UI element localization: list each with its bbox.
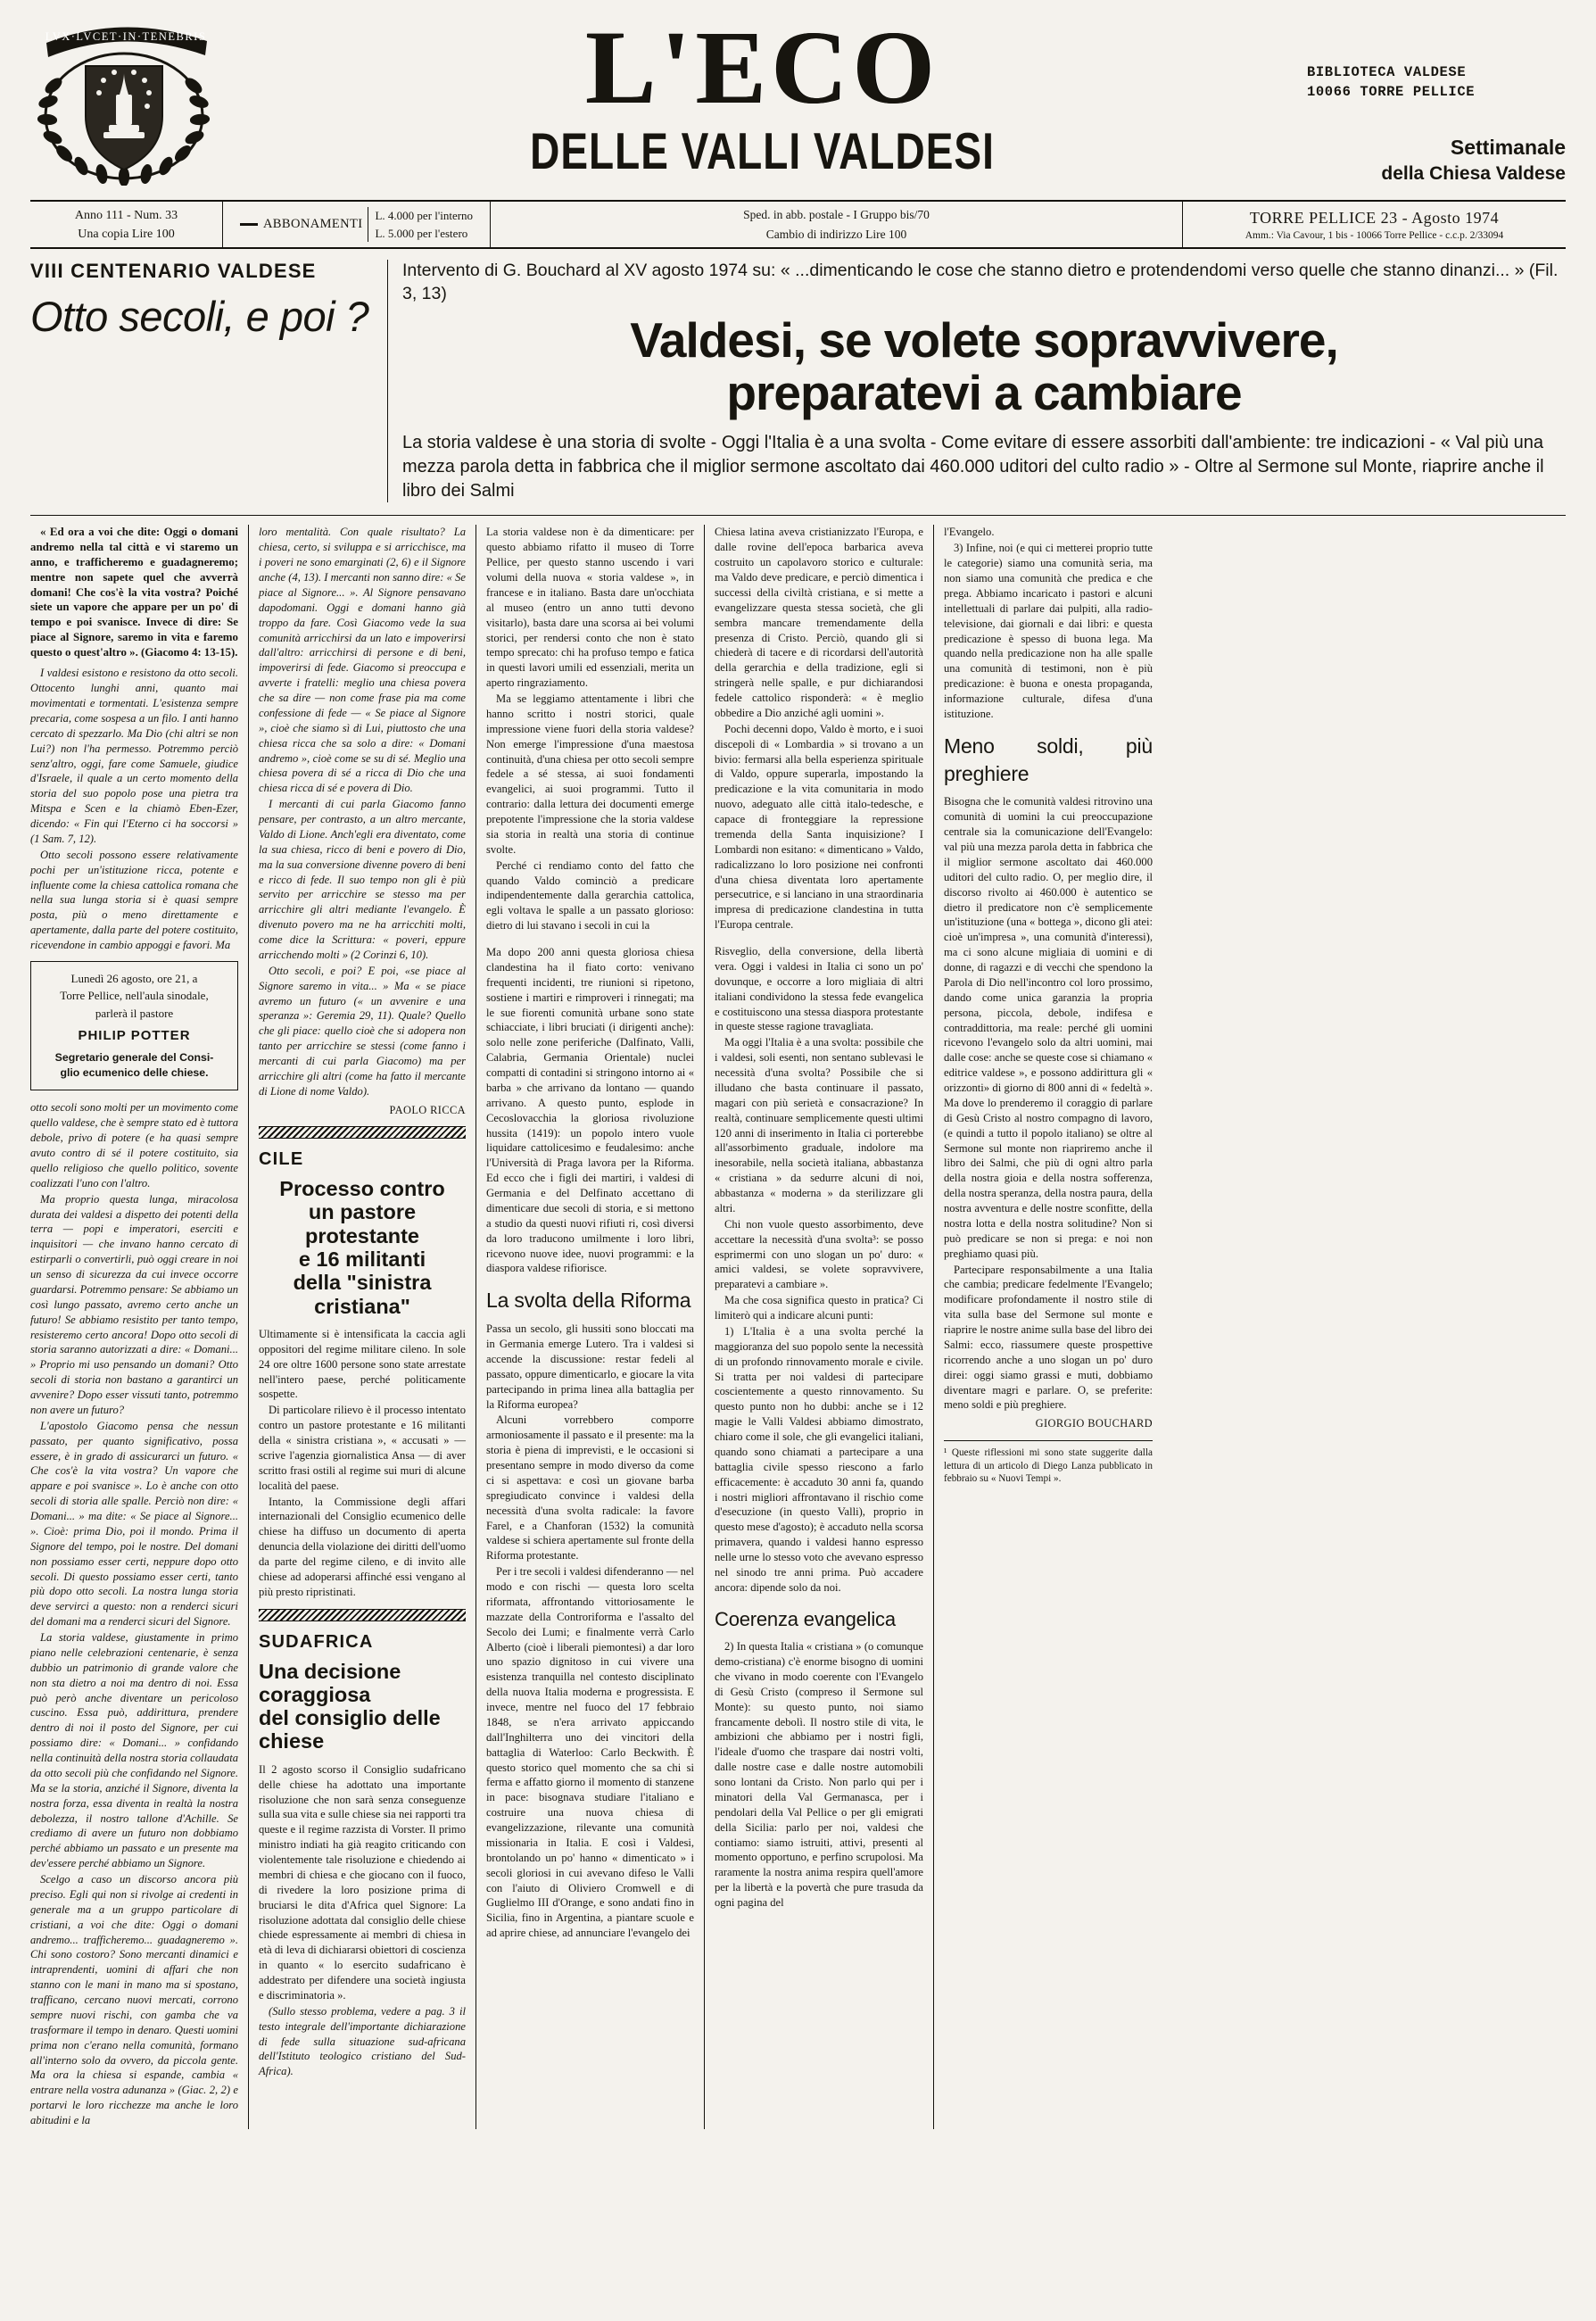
paragraph: Partecipare responsabilmente a una Italia che cambia; predicare fedelmente l'Evangelo; modificare profondamente il nostro stile di vita sulla base del Sermone sul monte e riaprire le nostre anime sulla base del libro dei Salmi: ecco, riassumere queste prospettive ricorrendo anche a uno slogan un po' duro direi: oggi siamo grassi e muti, dobbiamo diventare magri e parlare. O, se preferite: meno soldi e più preghiere.	[944, 1263, 1153, 1412]
paragraph: Il 2 agosto scorso il Consiglio sudafricano delle chiese ha adottato una importante risoluzione che non sarà senza conseguenze sulla sua vita e sulle chiese sia nei rapporti tra queste e il regime razzista di Vorster. Il primo ministro indiati ha già reagito criticando con violentemente tale risoluzione e chiedendo ai membri di chiesa e che giocano con il fuoco, di rivedere la loro posizione prima di bruciarsi le dita d'Africa quel Signore: La risoluzione adottata dal consiglio delle chiese chiede espressamente ai membri di chiesa in età di leva di dichiararsi obiettori di coscienza in quanto « lo esercito sudafricano è addestrato per difendere una società ingiusta e discriminatoria ».	[259, 1762, 466, 2002]
paper-title: L'ECO	[584, 9, 940, 126]
place-date-block	[1182, 202, 1566, 247]
paragraph: I valdesi esistono e resistono da otto secoli. Ottocento lunghi anni, quanto mai movimentati e tormentati. L'esistenza sempre precaria, come sospesa a un filo. I anti hanno cercato di spezzarlo. Ma Dio (chi altri se non Lui?) non l'ha permesso. Potremmo perciò senz'altro, oggi, fare come Samuele, giudice d'Israele, il quale a un certo momento della storia del suo popolo pose una pietra tra Mitspa e Scen e la chiamò Eben-Ezer, dicendo: « Fin qui l'Eterno ci ha soccorsi » (1 Sam. 7, 12).	[30, 667, 238, 845]
sudafrica-title-line1: Una decisione coraggiosa	[259, 1659, 401, 1706]
cile-title-line2: un pastore protestante	[305, 1200, 419, 1248]
sudafrica-article-title	[259, 1660, 466, 1753]
paper-subtitle: DELLE VALLI VALDESI	[530, 120, 995, 179]
postal-line2: Cambio di indirizzo Lire 100	[765, 227, 907, 241]
left-article-title: Otto secoli, e poi ?	[30, 293, 369, 340]
paragraph: L'apostolo Giacomo pensa che nessun passato, per quanto significativo, possa essere, è in grado di assicurarci un futuro. « Che cos'è la vita vostra? Un vapore che appare e poi svanisce ». Lo è anche con otto secoli di storia alle spalle. Perciò non dire: « Domani... » ma dite: « Se piace al Signore... ». Cioè: prima Dio, poi il mondo. Prima il Signore del tempo, poi le nostre. Del domani non possiamo esser certi, neppure dopo otto secoli. Di questo possiamo esser certi, tanto più dopo otto secoli. La nostra lunga storia deve servirci a questo: non a renderci sicuri del domani ma a renderci sicuri del Signore.	[30, 1419, 238, 1629]
column-3	[486, 525, 694, 2128]
headline-line1: Valdesi, se volete sopravvivere,	[630, 312, 1338, 369]
subscription-domestic: L. 4.000 per l'interno	[375, 209, 474, 222]
subscription-foreign: L. 5.000 per l'estero	[375, 226, 468, 240]
paragraph: l'Evangelo.	[944, 526, 995, 539]
subsection-coerenza-evangelica: Coerenza evangelica	[715, 1607, 896, 1630]
subsection-svolta-riforma: La svolta della Riforma	[486, 1289, 691, 1313]
announcement-role2: glio ecumenico delle chiese.	[60, 1066, 209, 1080]
issue-number-block	[30, 202, 222, 247]
paragraph: Pochi decenni dopo, Valdo è morto, e i suoi discepoli di « Lombardia » si trovano a un bivio: fermarsi alla bella esperienza spirituale di Valdo, oppure superarla, impostando la predicazione e la vita comunitaria in modo nuovo, adeguato alle città italo-tedesche, e capace di fronteggiare la repressione tremenda della Santa inquisizione? I Lombardi non esitano: « dimenticano » Valdo, radicalizzano lo loro posizione nei confronti d'una chiesa diventata loro apertamente persecutrice, e si lanciano in una straordinaria impresa di predicazione clandestina in tutta l'Europa centrale.	[715, 722, 923, 932]
headline-line2: preparatevi a cambiare	[726, 364, 1242, 420]
paragraph: 1) L'Italia è a una svolta perché la maggioranza del suo popolo sente la necessità di un profondo rinnovamento morale e civile. Si tratta per noi valdesi di partecipare coscientemente a questo rinnovamento. Su questo punto non ho dubbi: anche se i 12 magie le Valli Valdesi abbiamo dimostrato, chiaro come il sole, che gli evangelici italiani, quando sono chiamati a partecipare a una battaglia civile spesso riescono a farlo efficacemente: è accaduto 30 anni fa, quando i nostri migliori affrontavano il rischio come d'esecuzione (in questo Valli), proprio in questo mese d'agosto); è accaduto nella scorsa primavera, quando i valdesi hanno espresso nelle urne lo stesso voto che avevano espresso nel sinodo tre anni prima. Può accadere ancora: dipende solo da noi.	[715, 1324, 923, 1594]
paragraph: Ma oggi l'Italia è a una svolta: possibile che i valdesi, soli esenti, non sentano sublevasi le necessità d'una svolta? Possibile che si illudano che basta continuare il passato, magari con più serietà e consacrazione? In realtà, continuare semplicemente questi ultimi 120 anni di inserimento in Italia ci porterebbe all'assorbimento graduale, indolore ma inesorabile, nella società italiana, abbastanza « cristiana » da sedurre alcuni di noi, abbastanza « moderna » da sterilizzare gli altri.	[715, 1036, 923, 1214]
centenary-kicker: VIII CENTENARIO VALDESE	[30, 260, 317, 282]
lead-article-subhead: La storia valdese è una storia di svolte - Oggi l'Italia è a una svolta - Come evitare di essere assorbiti dall'ambiente: tre indicazioni - « Val più una mezza parola detta in fabbrica che il miglior sermone ascoltato dai 460.000 uditori del culto radio » - Oltre al Sermone sul Monte, riaprire anche il libro dei Salmi	[402, 433, 1544, 501]
column-divider	[475, 525, 476, 2128]
subsection-meno-soldi: Meno soldi, più preghiere	[944, 734, 1153, 785]
announcement-speaker: PHILIP POTTER	[78, 1028, 191, 1044]
dash-mark-icon	[240, 223, 258, 226]
column-divider	[248, 525, 249, 2128]
paragraph: Ma dopo 200 anni questa gloriosa chiesa clandestina ha il fiato corto: venivano frequenti incidenti, tre riunioni si ripetono, sostiene i martiri e rimproveri i rinnegati; ma le sue fiorenti comunità urbane sono state schiacciate, i libri bruciati (i dirigenti anche): solo nelle zone periferiche (Dalfinato, Valli, Calabria, Germania Orientale) nuclei compatti di contadini si stringono intorno ai « barba » che arrivano da lontano — quando arrivano. A questo punto, esplode in Cecoslovacchia la gloriosa rivoluzione hussita (1419): un popolo intero vuole liquidare cattolicesimo e feudalesimo: anche l'Università di Praga lavora per la Riforma. Ed ecco che i figli dei martiri, i valdesi di Germania e del Delfinato accettano di dimenticare due secoli di storia, e si mettono a studio da questi nuovi rifiuti ri, così diversi da loro traducono umilmente i loro libri, ricevono nuove idee, nuovi programmi: e la diaspora valdese rifiorisce.	[486, 946, 694, 1275]
paragraph: loro mentalità. Con quale risultato? La chiesa, certo, si sviluppa e si arricchisce, ma i poveri ne sono emarginati (2, 6) e il Signore anche (4, 13). I mercanti non sanno dire: « Se piace al Signore... ». Al Signore pensavano dapodomani. Oggi e domani hanno già troppo da fare. Così Giacomo vede la sua comunità arricchirsi da un lato e impoverirsi dall'altro: arricchirsi di persone e di beni, impoverirsi di fede. Giacomo si preoccupa e avverte i fratelli: meglio una chiesa povera che sa dire — non come frase pia ma come confessione di fede — « Se piace al Signore », cioè che siamo sì di Lui, piuttosto che una chiesa ricca che sa solo a dire: « Domani andremo », cioè come se su di sé. Meglio una chiesa povera di sé a ricca di Dio che una chiesa ricca di sé e povera di Dio.	[259, 526, 466, 795]
admin-address: Amm.: Via Cavour, 1 bis - 10066 Torre Pellice - c.c.p. 2/33094	[1245, 229, 1504, 241]
paragraph: Ultimamente si è intensificata la caccia agli oppositori del regime militare cileno. In sole 24 ore oltre 1600 persone sono state arrestate nell'intero paese, perché politicamente sospette.	[259, 1327, 466, 1401]
paragraph: Chi non vuole questo assorbimento, deve accettare la necessità d'una svolta³: se posso esprimermi con uno slogan un po' duro: « amici valdesi, se volete sopravvivere, preparatevi a cambiare ».	[715, 1217, 923, 1291]
paragraph: Di particolare rilievo è il processo intentato contro un pastore protestante e 16 militanti della « sinistra cristiana », « accusati » — scrive l'agenzia giornalistica Ansa — di aver scritto frasi ostili al regime sui muri di alcune località del paese.	[259, 1404, 466, 1492]
front-page-headers	[30, 260, 1566, 502]
library-stamp-line2: 10066 TORRE PELLICE	[1307, 84, 1476, 101]
issue-info-bar	[30, 201, 1566, 249]
lead-article-headline	[402, 314, 1566, 419]
column-5	[944, 525, 1153, 2128]
column-2	[259, 525, 466, 2128]
postal-block	[490, 202, 1182, 247]
cile-title-line4: della "sinistra cristiana"	[293, 1271, 432, 1318]
byline-paolo-ricca: PAOLO RICCA	[389, 1103, 466, 1116]
column-divider	[704, 525, 705, 2128]
masthead-title-block	[218, 9, 1307, 179]
paragraph: Otto secoli possono essere relativamente pochi per un'istituzione ricca, potente e influente come la chiesa cattolica romana che nella sua lunga storia si è quasi sempre posta, più o meno direttamente e apertamente, dalla parte del potere costituito, ricevendone in cambio appoggi e favori. Ma	[30, 848, 238, 952]
announcement-line2: Torre Pellice, nell'aula sinodale,	[60, 989, 209, 1003]
paragraph: Chiesa latina aveva cristianizzato l'Europa, e dalle rovine dell'epoca barbarica aveva costruito un capolavoro storico e culturale: ma Valdo deve predicare, e perciò dimentica i successi della civiltà cristiana, e si mette a evangelizzare questa stessa società, che gli sembra mancare tremendamente della presenza di Cristo. Perciò, quando gli si chiederà di tacere e di ricordarsi dell'autorità della gerarchia e della tradizione, egli si stringerà nelle spalle, e pur dichiarandosi fedele cattolico risponderà: « è meglio obbedire a Dio anziché agli uomini ».	[715, 526, 923, 719]
paragraph: Per i tre secoli i valdesi difenderanno — nel modo e con rischi — questa loro scelta riformata, affrontando vittoriosamente le mazzate della Controriforma e l'assalto del Secolo dei Lumi; e finalmente verrà Carlo Alberto (cioè i liberali piemontesi) a dar loro uno spazio dignitoso in cui vivere una esistenza tranquilla nel contesto disciplinato della nuova Italia moderna e progressista. E invece, mentre nel fuoco del 17 febbraio 1848, se n'era arrivato appiccando dall'Inghilterra uno dei vincitori della battaglia di Waterloo: Carlo Beckwith. È questo storico quel momento che sa chi si ferma e affatto giorno il momento di stanzene in pace: bisognava studiare l'italiano e costruire una nuova chiesa di evangelizzazione, rilevante una comunità missionaria in Italia. E così i Valdesi, brontolando un po' hanno « dimenticato » i secoli gloriosi in cui avevano difeso le Valli con l'aiuto di Oliviero Cromwell e di Guglielmo III d'Orange, e sono andati fino in Sicilia, fino in Argentina, a piantare scuole e ad aprire chiese, ad annunciare l'evangelo dei	[486, 1565, 694, 1940]
decorative-divider	[259, 1126, 466, 1139]
article-columns	[30, 515, 1566, 2128]
place-and-date: TORRE PELLICE 23 - Agosto 1974	[1249, 208, 1500, 227]
paragraph: Risveglio, della conversione, della libertà vera. Oggi i valdesi in Italia ci sono un po' dovunque, e occorre a loro migliaia di altri italiani condividono la stessa fede evangelica e costituiscono una stessa diaspora protestante in queste stesse ragione travagliata.	[715, 945, 923, 1033]
paragraph: La storia valdese, giustamente in primo piano nelle celebrazioni centenarie, è senza dubbio un patrimonio di grande valore che non sta dietro a noi ma dentro di noi. Essa può però anche diventare un pericoloso cuscino. Essa può, addirittura, prendere dentro di noi il posto del Signore, per cui possiamo dire: « Domani... » confidando nella continuità della nostra storia collaudata da otto secoli più che confidando nel Signore. Ma se la storia, anziché il Signore, diventa la nostra forza, essa diventa in realtà la nostra debolezza, il nostro tallone d'Achille. Se crediamo di avere un futuro non dobbiamo perché abbiamo un passato e un presente ma dev'essere perché abbiamo un Signore.	[30, 1631, 238, 1870]
lead-article-kicker: Intervento di G. Bouchard al XV agosto 1974 su: « ...dimenticando le cose che stanno dietro e protendendomi verso quelle che stanno dinanzi... » (Fil. 3, 13)	[402, 261, 1559, 303]
paragraph: Bisogna che le comunità valdesi ritrovino una comunità di uomini la cui preoccupazione centrale sia la comunicazione dell'Evangelo: val più una mezza parola detta in fabbrica che il miglior sermone ascoltato dai 460.000 uditori del culto radio. O, per meglio dire, il discorso rivolto ai 460.000 è autentico se dietro il predicatore non c'è semplicemente un'istituzione (una « bottega », dicono gli atei: cioè un'impresa », una comunità d'interessi), ma ci sono alcune migliaia di uomini e di donne, di ragazzi e di vecchi che spendono la Parola di Dio nell'incontro col loro prossimo, dando come unica garanzia la propria persona, piccola, debole, indifesa e contraddittoria, ma reale: perché gli uomini ricevono l'evangelo solo da altri uomini, mai dalle cose: anche se queste cose si chiamano « editrice valdese », e possono addirittura gli « orizzonti» di giorno di 800 anni di « fedeltà ». Ma dove lo prenderemo il coraggio di parlare di Gesù Cristo al nostro compagno di lavoro, (e quindi a tutto il popolo italiano) se oltre al Sermone sul monte non riapriremo anche il libro dei Salmi, che più di ogni altro parla della nostra gioia e della nostra sofferenza, della nostra speranza, della nostra paura, della nostra avventura e delle nostre sconfitte, della nostra lotta e della nostra solitudine? Non si può predicare se non si prega: e noi non preghiamo quasi più.	[944, 795, 1153, 1260]
paragraph: 3) Infine, noi (e qui ci metterei proprio tutte le categorie) siamo una comunità seria, ma non siamo una comunità che predica e che prega. Abbiamo incaricato i pastori e alcuni intellettuali di parlare dai pulpiti, alla radio-televisione, dai giornali e dai libri: e questa predicazione è spesso di buona lega. Ma quando nella predicazione non ha alle spalle una comunità di testimoni, non è più predicazione: è buona e onesta propaganda, informazione culturale, difesa d'una istituzione.	[944, 542, 1153, 720]
announcement-role1: Segretario generale del Consi-	[54, 1050, 214, 1064]
valdese-crest-logo	[30, 16, 218, 186]
column-divider	[933, 525, 934, 2128]
paragraph: 2) In questa Italia « cristiana » (o comunque demo-cristiana) c'è enorme bisogno di uomini che vivano in modo coerente con l'Evangelo di Gesù Cristo (compreso il Sermone sul Monte): su questo punto, noi siamo francamente debolì. Il nostro stile di vita, le ambizioni che abbiamo per i nostri figli, l'ideale d'uomo che traspare dai nostri volti, dalle nostre case e dalle nostre automobili sono lontani da Cristo. Non parlo qui per i minatori della Val Germanasca, per i pendolari della Val Pellice o per gli emigrati della Sicilia: parlo per noi, valdesi che contiamo: siamo istruiti, attivi, presenti al momento opportuno, e perfino scrupolosi. Ma raramente la nostra anima respira quell'amore per la libertà e la povertà che pure trasuda da ogni pagina del	[715, 1640, 923, 1910]
issue-price: Una copia Lire 100	[78, 227, 175, 241]
masthead	[30, 9, 1566, 195]
paragraph: Perché ci rendiamo conto del fatto che quando Valdo cominciò a predicare indipendentemente dalla gerarchia cattolica, egli voltava le spalle a un passato glorioso: dietro di lui stavano i secoli in cui la	[486, 858, 694, 933]
section-heading-cile: CILE	[259, 1149, 304, 1170]
sudafrica-title-line2: del consiglio delle chiese	[259, 1706, 441, 1753]
lead-article-header	[387, 260, 1566, 502]
paragraph: Ma se leggiamo attentamente i libri che hanno scritto i nostri storici, quale impressione viene fuori della storia valdese? Non emerge l'impressione d'una maestosa continuità, d'una chiesa per otto secoli sempre fedele a sé stessa, ai suoi fondamenti evangelici, ai suoi programmi. Tutto il contrario: dalla lettura dei documenti emerge prepotente l'impressione che la storia valdese sia storia in realtà una storia di continue svolte.	[486, 692, 694, 856]
left-article-lead: « Ed ora a voi che dite: Oggi o domani andremo nella tal città e vi staremo un anno, e trafficheremo e guadagneremo; mentre non sapete quel che avverrà domani! Che cos'è la vita vostra? Poiché siete un vapore che appare per un po' di tempo e poi svanisce. Invece di dire: Se piace al Signore, saremo in vita e faremo questo o quest'altro ». (Giacomo 4: 13-15).	[30, 526, 238, 659]
postal-line1: Sped. in abb. postale - I Gruppo bis/70	[743, 207, 930, 221]
paragraph: Alcuni vorrebbero comporre armoniosamente il passato e il presente: ma la storia è piena di imprevisti, e le occasioni si presentano sempre in modo diverso da come ci si aspettava: e così un giovane barba spregiudicato convince i valdesi della necessità d'una svolta radicale: la favore Farel, e a Chanforan (1532) la comunità valdese si schiera apertamente sul fronte della Riforma protestante.	[486, 1413, 694, 1563]
cile-title-line1: Processo contro	[279, 1177, 445, 1201]
left-article-header	[30, 260, 387, 502]
announcement-box	[30, 961, 238, 1090]
footnote: ¹ Queste riflessioni mi sono state suggerite dalla lettura di un articolo di Diego Lanza pubblicato in febbraio su « Nuovi Tempi ».	[944, 1440, 1153, 1486]
byline-giorgio-bouchard: GIORGIO BOUCHARD	[1035, 1417, 1153, 1430]
section-heading-sudafrica: SUDAFRICA	[259, 1631, 374, 1652]
paragraph: Scelgo a caso un discorso ancora più preciso. Egli qui non si rivolge ai credenti in generale ma a un gruppo particolare di cristiani, a voi che dite: Oggi o domani andremo... trafficheremo... guadagneremo ». Chi sono costoro? Sono mercanti dinamici e intraprendenti, uomini di affari che non stanno con le mani in mano ma si spostano, trafficano, cercano nuovi mercati, corrono sempre nuovi rischi, con gamba che va trasformare il tempo in denaro. Questi uomini prima non c'erano nella comunità, formano all'interno solo da ovvero, da piccola gente. Ma ora la chiesa si espande, cambia « entrare nella vostra adunanza » (Giac. 2, 2) e portarvi le loro ricchezze ma anche le loro abitudini e la	[30, 1873, 238, 2126]
masthead-right-block	[1307, 16, 1566, 186]
paragraph: Ma che cosa significa questo in pratica? Ci limiterò qui a indicare alcuni punti:	[715, 1294, 923, 1322]
paragraph: (Sullo stesso problema, vedere a pag. 3 il testo integrale dell'importante dichiarazione di fede sulla situazione sud-africana dell'Istituto teologico cristiano del Sud-Africa).	[259, 2004, 466, 2078]
column-1	[30, 525, 238, 2128]
library-stamp-line1: BIBLIOTECA VALDESE	[1307, 64, 1467, 80]
paragraph: Ma proprio questa lunga, miracolosa durata dei valdesi a dispetto dei potenti della terra — popi e imperatori, eserciti e inquisitori — che invano hanno cercato di estirparli o convertirli, può oggi creare in noi un senso di sicurezza da cui invece occorre guardarsi. Potremmo pensare: Se abbiamo un così lungo passato, avremo certo anche un futuro! Se abbiamo resistito per tanto tempo, resisteremo certo ancora! Dopo otto secoli di storia saranno autorizzati a dire: « Domani... » Proprio mi uso pensando un domani? Otto secoli di storia non bastano a garantirci un avvenire? Dopo esser vissuti tanto, potremmo non avere un futuro?	[30, 1192, 238, 1416]
paragraph: otto secoli sono molti per un movimento come quello valdese, che è sempre stato ed è tuttora debole, privo di potere (e ha quasi sempre avuto contro di sé il potere costituito, sia quello religioso che quello politico, sovente coalizzati l'uno con l'altro.	[30, 1101, 238, 1190]
paragraph: La storia valdese non è da dimenticare: per questo abbiamo rifatto il museo di Torre Pellice, per questo stanno uscendo i vari volumi della nuova « storia valdese », in francese e in italiano. Basta dare un'occhiata al museo (entro un anno tutti devono visitarlo), basta dare una scorsa ai bei volumi storici, per rendersi conto che non è stato tempo sprecato: chi ha profuso tempo e fatica in questi lavori umili ed essenziali, merita un aperto ringraziamento.	[486, 526, 694, 690]
announcement-line3: parlerà il pastore	[95, 1006, 174, 1020]
column-4	[715, 525, 923, 2128]
cile-article-title	[259, 1177, 466, 1318]
cile-title-line3: e 16 militanti	[298, 1248, 426, 1272]
decorative-divider	[259, 1609, 466, 1621]
svg-text:LVX·LVCET·IN·TENEBRIS: LVX·LVCET·IN·TENEBRIS	[45, 30, 207, 43]
subscription-block	[222, 202, 490, 247]
weekly-label: Settimanale	[1450, 135, 1566, 159]
church-label: della Chiesa Valdese	[1381, 162, 1566, 184]
paragraph: I mercanti di cui parla Giacomo fanno pensare, per contrasto, a un altro mercante, Valdo di Lione. Anch'egli era diventato, come la sua chiesa, ricco di beni e povero di Dio, ma la sua conversione divenne povero di beni e ricco di fede. Il suo tempo non gli è più servito per arricchire se stesso ma per arricchire gli altri mediante l'evangelo. È divenuto povero ma ne ha arricchiti molti, come dice la Scrittura: « poveri, eppure arricchendo molti » (2 Corinzi 6, 10).	[259, 798, 466, 961]
paragraph: Passa un secolo, gli hussiti sono bloccati ma in Germania emerge Lutero. Tra i valdesi si accende la discussione: restar fedeli al passato, oppure dimenticarlo, e giocare la vita partecipando in prima linea alla battaglia per la Riforma europea?	[486, 1322, 694, 1411]
announcement-line1: Lunedì 26 agosto, ore 21, a	[70, 971, 198, 985]
paragraph: Otto secoli, e poi? E poi, «se piace al Signore saremo in vita... » Ma « se piace avremo un futuro (« un avvenire e una speranza »: Geremia 29, 11). Quale? Quello che gli piace: quello cioè che si adopera non tanto per arricchire se stessi (come fanno i mercanti di cui parla Giacomo) ma per arricchire gli altri (come ha fatto il mercante di Lione di nome Valdo).	[259, 964, 466, 1098]
paragraph: Intanto, la Commissione degli affari internazionali del Consiglio ecumenico delle chiese ha diffuso un documento di aperta denuncia della violazione dei diritti dell'uomo da parte del regime cileno, e di invito alle chiese ad adoperarsi affinché essi vengano al più presto ripristinati.	[259, 1495, 466, 1598]
subscription-label: ABBONAMENTI	[262, 217, 363, 231]
issue-anno: Anno 111 - Num. 33	[74, 208, 178, 222]
